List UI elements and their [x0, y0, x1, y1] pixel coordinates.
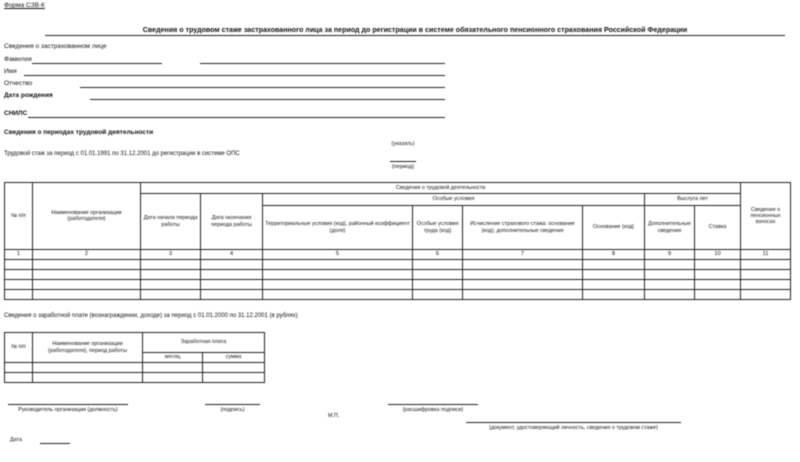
stamp-label: М.П. — [328, 413, 340, 419]
patronymic-line — [80, 87, 445, 88]
birth-date-line — [90, 99, 445, 100]
header-num: № п/п — [5, 183, 33, 250]
date-line — [40, 443, 70, 444]
col-number: 5 — [263, 250, 413, 260]
col-number: 3 — [141, 250, 201, 260]
period-note-bottom: (период) — [391, 164, 415, 170]
header-extra-info: Дополнительные сведения — [645, 206, 695, 250]
table-row — [5, 363, 265, 373]
col-number: 1 — [5, 250, 33, 260]
main-table — [4, 182, 791, 300]
col-number: 8 — [583, 250, 645, 260]
surname-label: Фамилия — [4, 56, 32, 63]
col-number: 4 — [201, 250, 263, 260]
section-heading: Сведения о периодах трудовой деятельности — [4, 129, 154, 136]
table-row — [5, 260, 791, 270]
signature-line-left — [8, 404, 128, 405]
header-basis-code: Основание (код) — [583, 206, 645, 250]
header-contributions: Сведения о пенсионных взносах — [741, 183, 791, 250]
surname-line — [32, 63, 162, 64]
period-note-line — [390, 161, 416, 162]
col-number: 7 — [463, 250, 583, 260]
salary-table — [4, 332, 265, 383]
table-row — [5, 290, 791, 300]
signature-caption-middle: (подпись) — [220, 407, 245, 413]
header-seniority: Выслуга лет — [645, 194, 741, 206]
name-label: Имя — [4, 68, 17, 75]
header-organization: Наименование организации (работодателя) — [33, 183, 141, 250]
col-number: 6 — [413, 250, 463, 260]
header-territorial: Территориальные условия (код), районный коэффициент (доля) — [263, 206, 413, 250]
birth-date-label: Дата рождения — [4, 92, 53, 99]
col-number: 2 — [33, 250, 141, 260]
salary-header-num: № п/п — [5, 333, 33, 363]
document-title: Сведения о трудовом стаже застрахованного лица за период до регистрации в системе обязательного пенсионного страхования Российской Федерации — [142, 26, 688, 34]
period-note-top: (указать) — [391, 141, 415, 147]
salary-header-wages: Заработная плата — [143, 333, 265, 353]
signature-caption-left: Руководитель организации (должность) — [18, 407, 118, 413]
form-code: Форма СЗВ-К — [4, 2, 45, 9]
header-special-conditions: Особые условия — [263, 194, 645, 206]
header-rate: Ставка — [695, 206, 741, 250]
table-row — [5, 280, 791, 290]
col-number: 11 — [741, 250, 791, 260]
name-line — [24, 75, 445, 76]
signature-line-middle — [205, 404, 260, 405]
header-special-code: Особые условия труда (код) — [413, 206, 463, 250]
id-document-caption: (документ, удостоверяющий личность, сведения о трудовом стаже) — [489, 425, 658, 431]
header-start-date: Дата начала периода работы — [141, 194, 201, 250]
header-insurance-calc: Исчисление страхового стажа: основание (код), дополнительные сведения — [463, 206, 583, 250]
surname-line-2 — [200, 63, 445, 64]
header-group: Сведения о трудовой деятельности — [141, 183, 741, 194]
title-underline — [45, 35, 785, 36]
date-label: Дата — [10, 437, 22, 443]
patronymic-label: Отчество — [4, 80, 33, 87]
snils-label: СНИЛС — [4, 110, 28, 117]
signature-line-right — [388, 404, 478, 405]
period-text: Трудовой стаж за период с 01.01.1991 по 31.12.2001 до регистрации в системе ОПС — [4, 151, 240, 157]
salary-header-organization: Наименование организации (работодателя), период работы — [33, 333, 143, 363]
col-number: 9 — [645, 250, 695, 260]
table-row — [5, 270, 791, 280]
header-end-date: Дата окончания периода работы — [201, 194, 263, 250]
col-number: 10 — [695, 250, 741, 260]
salary-header-amount: сумма — [203, 353, 265, 363]
table-row — [5, 373, 265, 383]
salary-header-month: месяц — [143, 353, 203, 363]
signature-caption-right: (расшифровка подписи) — [402, 407, 464, 413]
salary-period-text: Сведения о заработной плате (вознаграждении, доходе) за период с 01.01.2000 по 31.12.2001 (в рублях) — [4, 313, 298, 319]
id-document-line — [466, 422, 681, 423]
insured-person-header: Сведения о застрахованном лице — [4, 43, 107, 50]
snils-line — [28, 117, 445, 118]
